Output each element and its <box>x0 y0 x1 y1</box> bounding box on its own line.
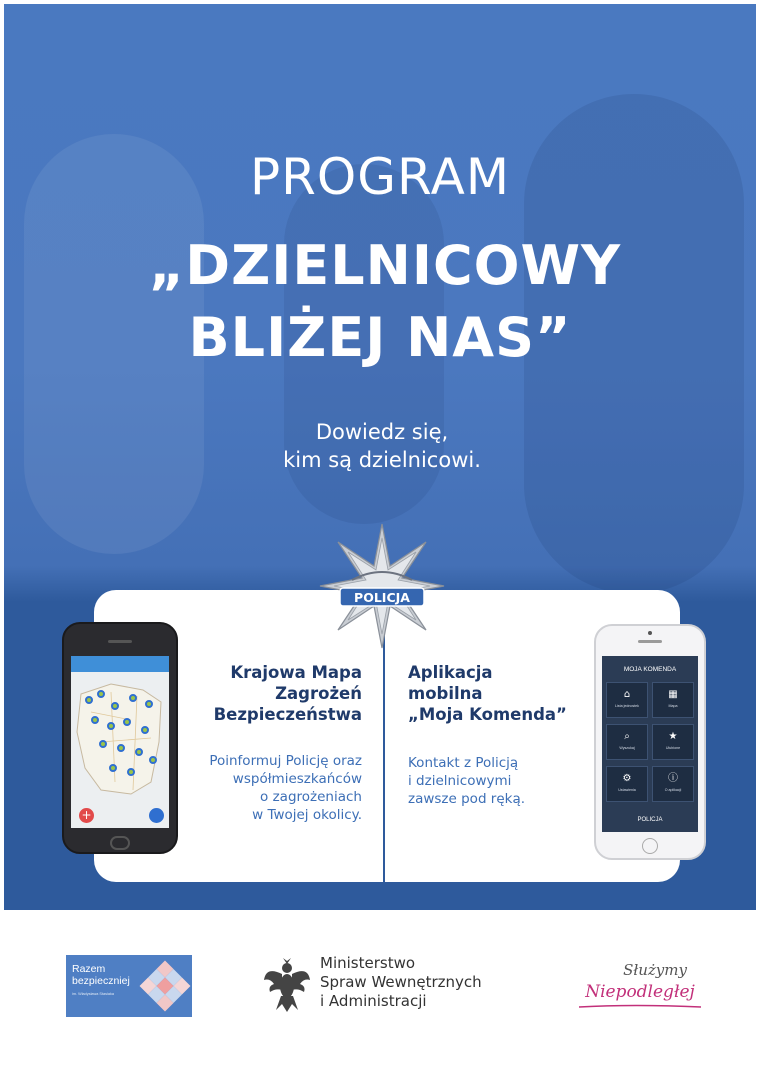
heading-krajowa-mapa <box>186 662 362 725</box>
map-pin-icon <box>85 696 93 704</box>
phone-home-button <box>110 836 130 850</box>
map-pin-icon <box>141 726 149 734</box>
tile-ustawienia <box>606 766 648 802</box>
logo-mswia <box>262 954 522 1020</box>
map-app-toolbar <box>71 656 169 672</box>
map-pin-icon <box>99 740 107 748</box>
text-krajowa-mapa <box>186 752 362 824</box>
heading-line: mobilna <box>408 684 483 703</box>
map-pin-icon <box>123 718 131 726</box>
phone-home-button <box>642 838 658 854</box>
moja-komenda-screen <box>602 656 698 832</box>
tile-ulubione <box>652 724 694 760</box>
star-icon: ★ <box>668 731 678 742</box>
tile-label: O aplikacji <box>664 788 682 792</box>
tile-wyszukaj <box>606 724 648 760</box>
body-line: w Twojej okolicy. <box>252 807 362 823</box>
text-moja-komenda <box>408 754 584 808</box>
heading-moja-komenda <box>408 662 584 725</box>
heading-line: Aplikacja <box>408 663 493 682</box>
body-line: o zagrożeniach <box>260 789 362 805</box>
map-pin-icon <box>127 768 135 776</box>
logo-razem-bezpieczniej <box>66 955 192 1017</box>
title-blizej-nas: BLIŻEJ NAS” <box>188 306 572 369</box>
tile-lista-jednostek <box>606 682 648 718</box>
map-pin-icon <box>129 694 137 702</box>
polish-eagle-icon <box>262 956 312 1014</box>
map-pin-icon <box>145 700 153 708</box>
razem-line: Razem <box>72 963 106 975</box>
body-line: Poinformuj Policję oraz <box>209 753 362 769</box>
map-pin-icon <box>107 722 115 730</box>
info-icon: ⓘ <box>668 773 678 784</box>
sluzymy-line: Służymy <box>623 961 687 979</box>
niepodleglej-line: Niepodległej <box>585 982 695 1002</box>
map-pin-icon <box>97 690 105 698</box>
tile-label: Lista jednostek <box>615 704 639 708</box>
tile-label: Ustawienia <box>618 788 636 792</box>
tile-label: Mapa <box>668 704 678 708</box>
title-dzielnicowy: „DZIELNICOWY <box>148 234 622 297</box>
phone-speaker <box>638 640 662 643</box>
app-title: MOJA KOMENDA <box>623 666 677 673</box>
badge-label: POLICJA <box>354 590 410 605</box>
title-program: PROGRAM <box>249 148 511 206</box>
phone-camera <box>648 631 652 635</box>
heading-line: Krajowa Mapa <box>230 663 362 682</box>
map-pin-icon <box>91 716 99 724</box>
subtitle <box>0 418 764 474</box>
panel-divider <box>383 630 385 882</box>
map-pin-icon <box>109 764 117 772</box>
police-star-badge-icon <box>318 522 446 656</box>
body-line: Kontakt z Policją <box>408 755 519 771</box>
body-line: i dzielnicowymi <box>408 773 512 789</box>
map-pin-icon <box>135 748 143 756</box>
mswia-line: i Administracji <box>320 992 427 1010</box>
mswia-line: Spraw Wewnętrznych <box>320 973 482 991</box>
mswia-text <box>320 954 482 1011</box>
heading-line: Bezpieczeństwa <box>213 705 362 724</box>
mswia-line: Ministerstwo <box>320 954 416 972</box>
tile-o-aplikacji <box>652 766 694 802</box>
diamond-pattern-icon <box>138 957 192 1015</box>
tile-label: Wyszukaj <box>619 746 635 750</box>
phone-moja-komenda-app <box>594 624 706 860</box>
razem-line: bezpieczniej <box>72 975 130 987</box>
body-line: zawsze pod ręką. <box>408 791 526 807</box>
add-report-icon: + <box>79 808 94 823</box>
map-screen <box>71 656 169 828</box>
heading-line: Zagrożeń <box>275 684 362 703</box>
subtitle-line: kim są dzielnicowi. <box>283 448 481 472</box>
razem-subtitle: im. Władysława Stasiaka <box>72 992 114 996</box>
tile-label: Ulubione <box>665 746 681 750</box>
map-pin-icon <box>117 744 125 752</box>
app-footer-policja: POLICJA <box>637 817 663 823</box>
underline-stroke <box>575 1004 705 1010</box>
logo-sluzymy-niepodleglej <box>560 960 720 1020</box>
body-line: współmieszkańców <box>232 771 362 787</box>
map-icon: ▦ <box>668 689 678 700</box>
home-icon: ⌂ <box>623 689 631 700</box>
gear-icon: ⚙ <box>622 773 632 784</box>
subtitle-line: Dowiedz się, <box>315 420 449 444</box>
tile-mapa <box>652 682 694 718</box>
search-icon: ⌕ <box>624 731 630 742</box>
map-pin-icon <box>111 702 119 710</box>
phone-map-app <box>62 622 178 854</box>
map-pin-icon <box>149 756 157 764</box>
heading-line: „Moja Komenda” <box>408 705 567 724</box>
phone-speaker <box>108 640 132 643</box>
razem-title <box>72 963 130 987</box>
location-icon <box>149 808 164 823</box>
